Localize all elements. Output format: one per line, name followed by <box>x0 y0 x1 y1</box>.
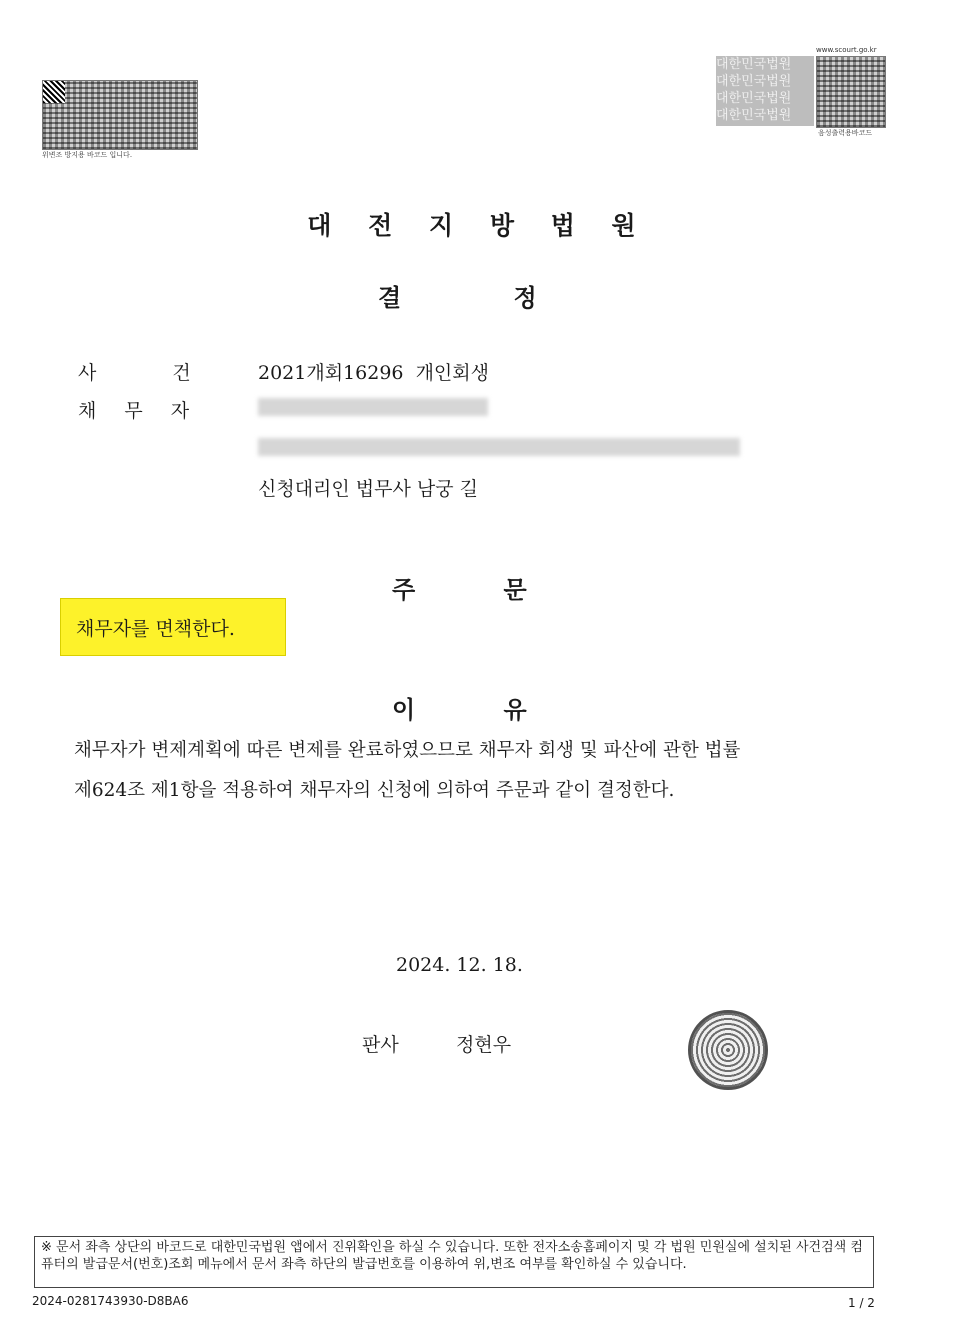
case-label-text: 사 건 <box>78 362 191 384</box>
applicant-agent: 신청대리인 법무사 남궁 길 <box>258 478 479 500</box>
court-watermark: 대한민국법원 대한민국법원 대한민국법원 대한민국법원 <box>716 56 814 126</box>
judge-seal <box>688 1010 768 1090</box>
left-barcode-caption: 위변조 방지용 바코드 입니다. <box>42 151 133 159</box>
order-heading-text: 주 문 <box>392 576 527 604</box>
case-number: 2021개회16296 개인회생 <box>258 362 489 384</box>
reason-heading-text: 이 유 <box>392 696 527 724</box>
debtor-label <box>78 396 189 423</box>
decision-date: 2024. 12. 18. <box>396 954 523 976</box>
reason-heading <box>392 690 527 725</box>
order-heading <box>392 570 527 605</box>
document-title-text: 결 정 <box>378 284 537 312</box>
debtor-label-text: 채 무 자 <box>78 400 190 422</box>
anti-forgery-barcode <box>42 80 198 150</box>
audio-barcode <box>816 56 886 128</box>
order-text: 채무자를 면책한다. <box>76 618 235 640</box>
page-indicator: 1 / 2 <box>848 1296 875 1310</box>
document-title <box>378 278 548 313</box>
reason-line-1: 채무자가 변제계획에 따른 변제를 완료하였으므로 채무자 회생 및 파산에 관한 법률 <box>74 740 741 761</box>
judge-name: 정현우 <box>456 1034 512 1056</box>
right-barcode-caption: 음성출력용바코드 <box>818 129 873 137</box>
verification-notice: ※ 문서 좌측 상단의 바코드로 대한민국법원 앱에서 진위확인을 하실 수 있습니다. 또한 전자소송홈페이지 및 각 법원 민원실에 설치된 사건검색 컴퓨터의 발급문서(번호)조회 메뉴에서 문서 좌측 하단의 발급번호를 이용하여 위,변조 여부를 확인하실 수 있습니다. <box>34 1236 874 1288</box>
debtor-address-redacted <box>258 438 740 456</box>
court-name: 대 전 지 방 법 원 <box>307 211 650 240</box>
issue-number: 2024-0281743930-D8BA6 <box>32 1294 189 1308</box>
judge-label: 판사 <box>362 1034 399 1056</box>
court-website: www.scourt.go.kr <box>816 46 877 54</box>
reason-line-2: 제624조 제1항을 적용하여 채무자의 신청에 의하여 주문과 같이 결정한다. <box>74 780 675 801</box>
debtor-name-redacted <box>258 398 488 416</box>
case-label <box>78 358 191 385</box>
